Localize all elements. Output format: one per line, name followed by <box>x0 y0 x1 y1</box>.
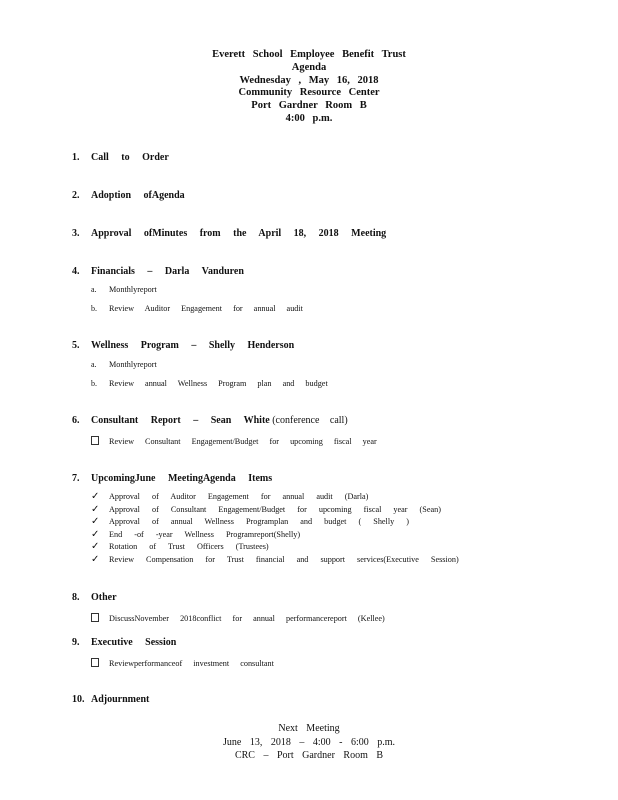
item-title: Adjournment <box>91 694 150 705</box>
check-icon: ✓ <box>91 528 100 540</box>
item-title: Consultant Report – Sean White <box>91 415 270 426</box>
check-text: Approval of Auditor Engagement for annual audit (Darla) <box>109 492 369 501</box>
check-item <box>91 554 459 567</box>
check-text: Approval of Consultant Engagement/Budget for upcoming fiscal year (Sean) <box>109 504 441 514</box>
sub-item <box>91 360 157 369</box>
sub-text: Monthlyreport <box>109 360 157 369</box>
agenda-item-2 <box>72 190 185 201</box>
check-icon: ✓ <box>91 541 100 552</box>
item-title: UpcomingJune MeetingAgenda Items <box>91 473 273 484</box>
sub-item <box>91 436 377 446</box>
sub-text: DiscussNovember 2018conflict for annual performancereport (Kellee) <box>109 614 385 623</box>
next-meeting-footer <box>0 722 618 763</box>
sub-item <box>91 379 328 388</box>
check-list <box>91 491 459 566</box>
item-title: Financials – Darla Vanduren <box>91 266 244 277</box>
agenda-header <box>0 49 618 126</box>
sub-text: Reviewperformanceof investment consultant <box>109 659 274 668</box>
check-icon: ✓ <box>91 553 100 565</box>
meeting-venue: Community Resource Center <box>238 87 380 99</box>
item-note: (conference call) <box>272 415 348 426</box>
sub-text: Review annual Wellness Program plan and budget <box>109 379 328 388</box>
item-number: 1. <box>72 152 80 163</box>
agenda-item-6 <box>72 415 348 426</box>
next-meeting-date: June 13, 2018 – 4:00 - 6:00 p.m. <box>223 736 395 748</box>
item-number: 5. <box>72 340 80 351</box>
agenda-item-1 <box>72 152 169 163</box>
meeting-room: Port Gardner Room B <box>251 100 367 112</box>
check-text: End -of -year Wellness Programreport(Shelly) <box>109 529 301 539</box>
sub-text: Monthlyreport <box>109 285 157 294</box>
item-number: 7. <box>72 473 80 484</box>
item-number: 2. <box>72 190 80 201</box>
item-number: 10. <box>72 694 85 705</box>
agenda-item-9 <box>72 637 176 648</box>
check-item <box>91 504 459 517</box>
sub-marker: b. <box>91 304 97 313</box>
sub-text: Review Consultant Engagement/Budget for upcoming fiscal year <box>109 437 377 446</box>
sub-marker: b. <box>91 379 97 388</box>
square-bullet-icon <box>91 658 99 667</box>
item-title: Adoption ofAgenda <box>91 190 185 201</box>
agenda-item-5 <box>72 340 294 351</box>
meeting-time: 4:00 p.m. <box>285 112 333 124</box>
check-icon: ✓ <box>91 503 100 515</box>
check-item <box>91 541 459 554</box>
square-bullet-icon <box>91 613 99 622</box>
item-title: Call to Order <box>91 152 169 163</box>
check-item <box>91 516 459 529</box>
square-bullet-icon <box>91 436 99 445</box>
item-title: Wellness Program – Shelly Henderson <box>91 340 295 351</box>
check-item <box>91 491 459 504</box>
next-meeting-location: CRC – Port Gardner Room B <box>234 750 384 761</box>
agenda-item-3 <box>72 228 386 239</box>
sub-item <box>91 304 303 313</box>
agenda-item-8 <box>72 592 117 603</box>
next-meeting-label: Next Meeting <box>278 723 340 734</box>
sub-marker: a. <box>91 285 97 294</box>
check-text: Rotation of Trust Officers (Trustees) <box>109 542 269 551</box>
sub-marker: a. <box>91 360 97 369</box>
item-title: Approval ofMinutes from the April 18, 2018 Meeting <box>91 228 387 239</box>
doc-title: Agenda <box>291 61 327 73</box>
item-number: 8. <box>72 592 80 603</box>
agenda-item-4 <box>72 266 244 277</box>
check-icon: ✓ <box>91 491 100 502</box>
item-title: Executive Session <box>91 637 177 648</box>
check-text: Approval of annual Wellness Programplan and budget ( Shelly ) <box>109 517 409 526</box>
item-number: 6. <box>72 415 80 426</box>
agenda-item-7 <box>72 473 272 484</box>
item-number: 3. <box>72 228 80 239</box>
item-title: Other <box>91 592 117 603</box>
meeting-date: Wednesday , May 16, 2018 <box>239 74 379 86</box>
sub-item <box>91 613 385 623</box>
sub-text: Review Auditor Engagement for annual audit <box>109 304 303 313</box>
sub-item <box>91 658 274 668</box>
check-icon: ✓ <box>91 516 100 527</box>
item-number: 4. <box>72 266 80 277</box>
agenda-item-10 <box>72 694 149 705</box>
org-title: Everett School Employee Benefit Trust <box>212 49 406 60</box>
sub-item <box>91 285 157 294</box>
check-text: Review Compensation for Trust financial and support services(Executive Session) <box>109 554 459 564</box>
item-number: 9. <box>72 637 80 648</box>
check-item <box>91 529 459 542</box>
